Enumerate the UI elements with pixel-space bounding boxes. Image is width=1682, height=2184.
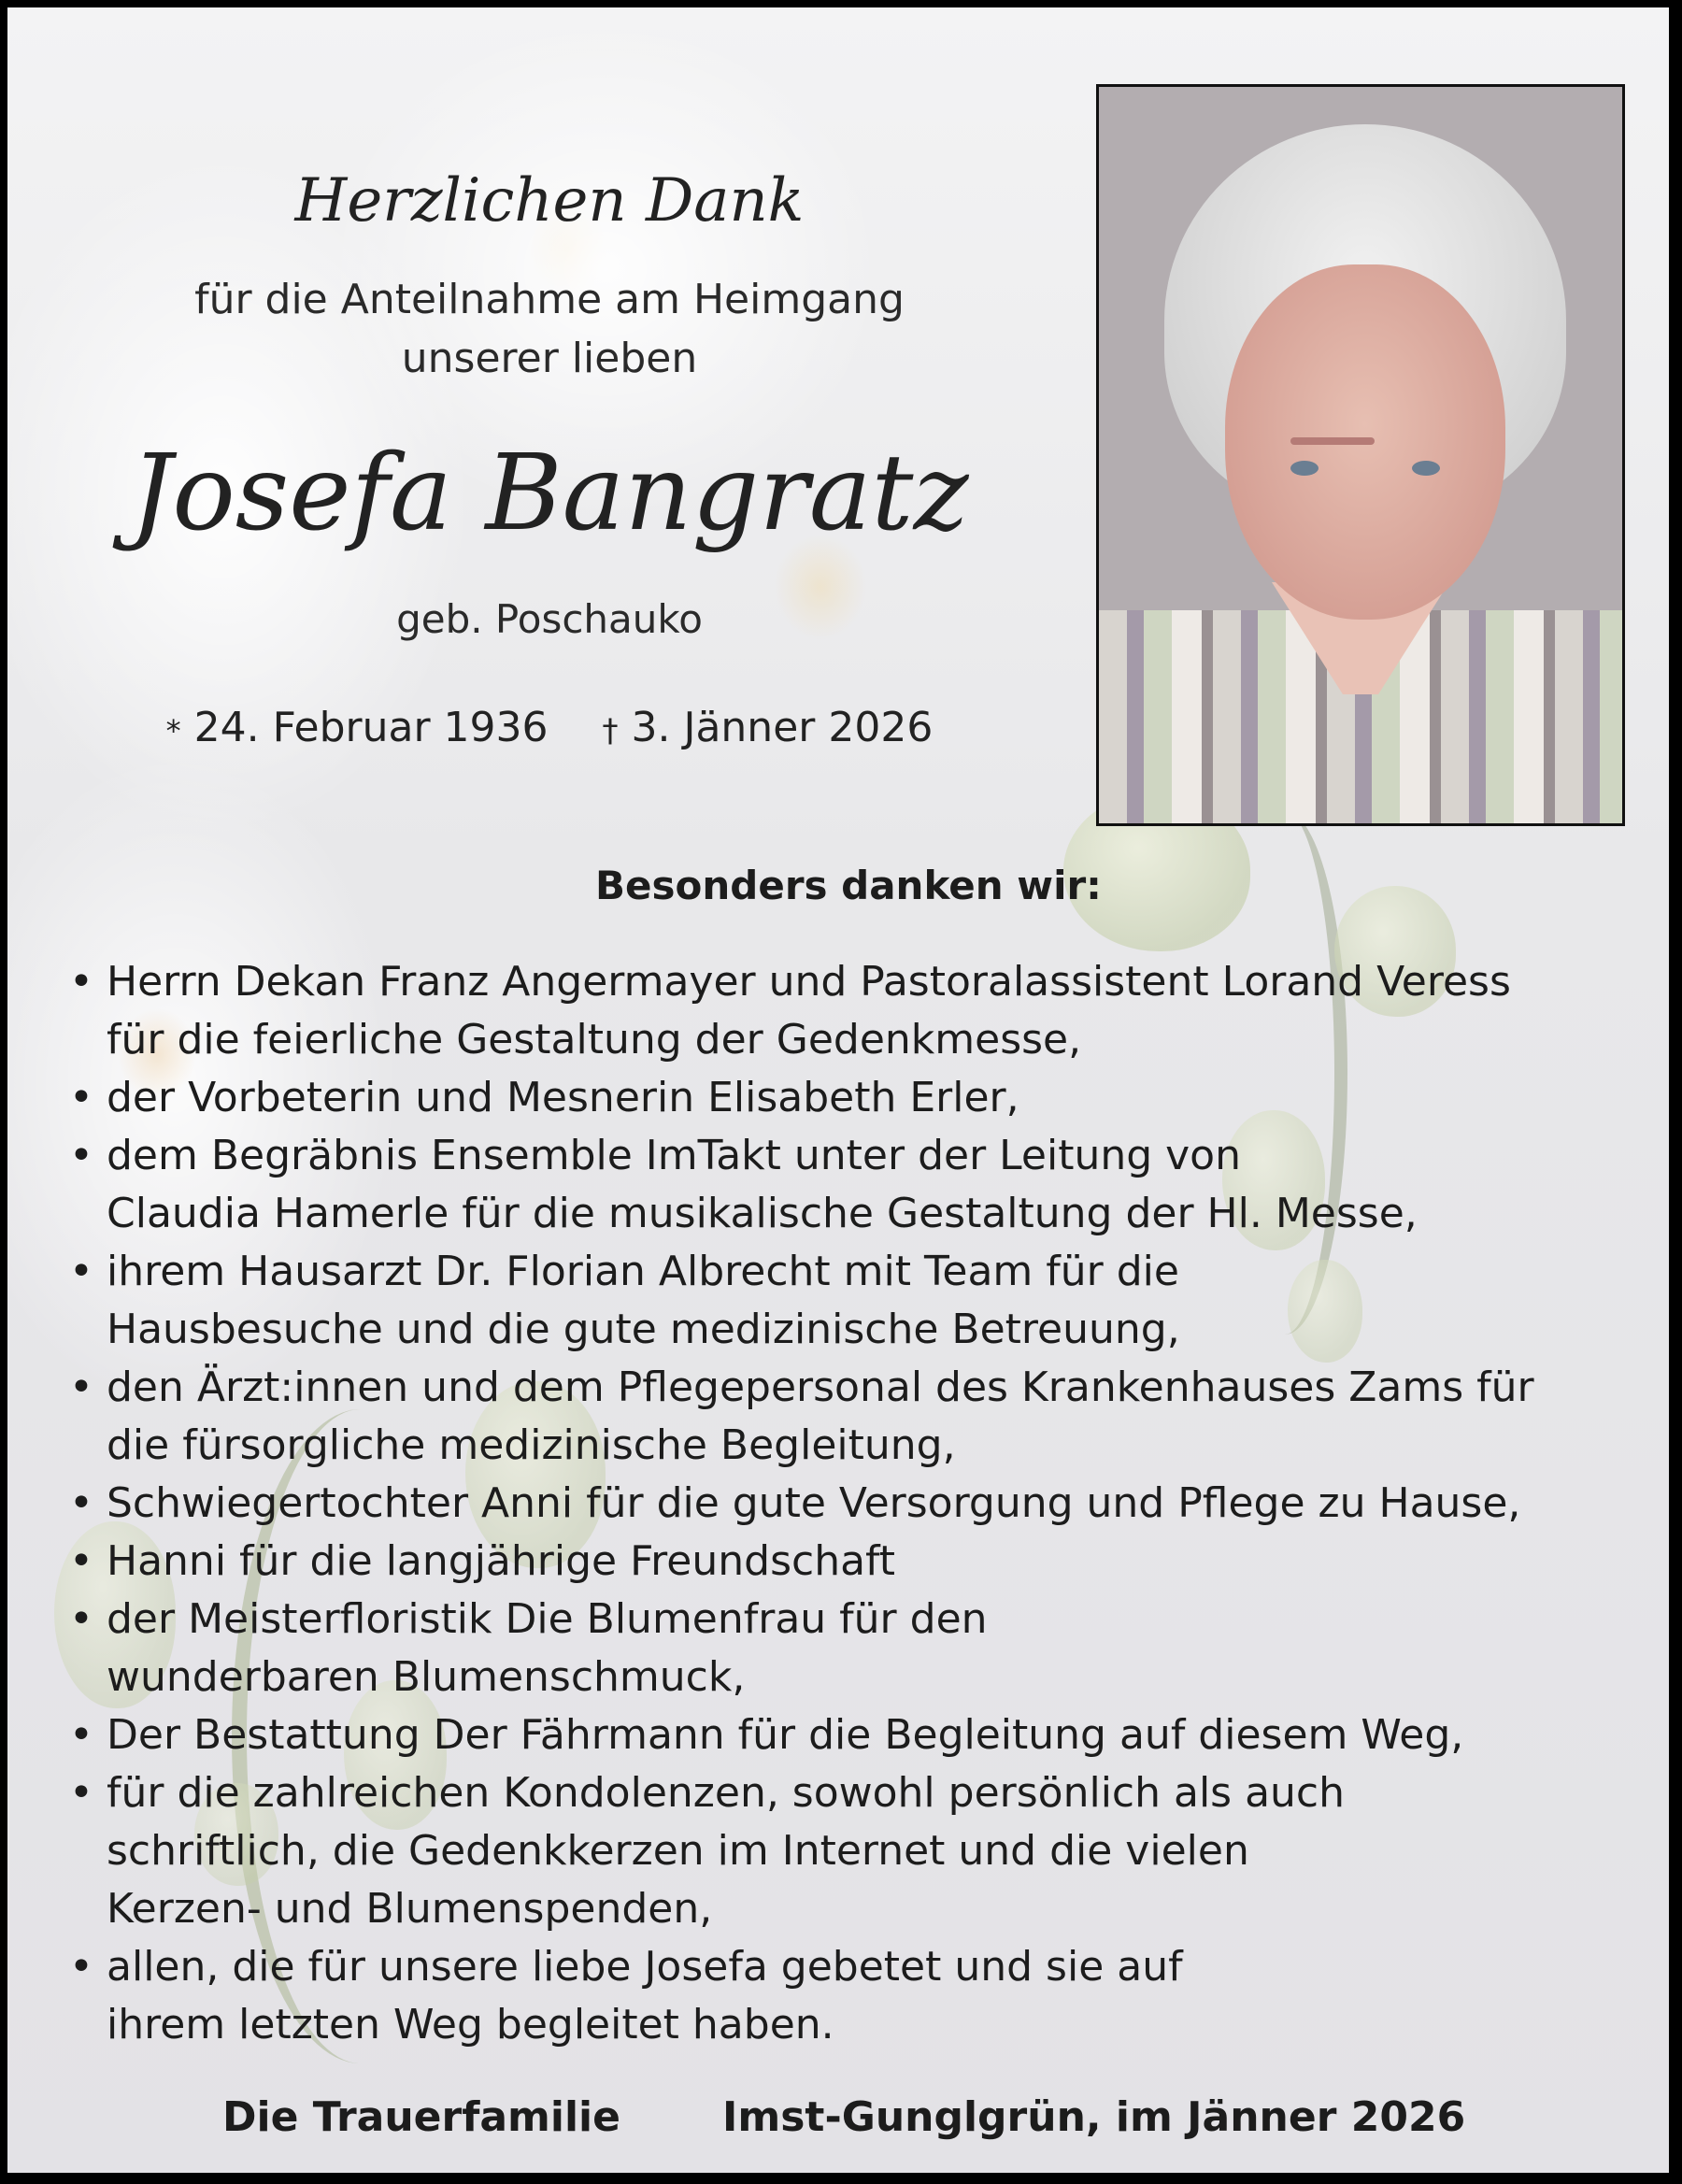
death-cross-icon: † — [602, 712, 619, 749]
list-item: • Hanni für die langjährige Freundschaft — [69, 1533, 1658, 1591]
list-item: • Herrn Dekan Franz Angermayer und Pastoralassistent Lorand Veress für die feierliche Gestaltung der Gedenkmesse, — [69, 953, 1658, 1069]
list-item: • der Meisterfloristik Die Blumenfrau für den wunderbaren Blumenschmuck, — [69, 1591, 1658, 1706]
place-date: Imst-Gunglgrün, im Jänner 2026 — [722, 2093, 1466, 2141]
list-item: • allen, die für unsere liebe Josefa gebetet und sie auf ihrem letzten Weg begleitet haben. — [69, 1938, 1658, 2054]
signature: Die Trauerfamilie — [222, 2093, 620, 2141]
deceased-name: Josefa Bangratz — [130, 433, 969, 554]
life-dates — [129, 704, 970, 751]
photo-eye — [1290, 461, 1319, 476]
death-date: 3. Jänner 2026 — [631, 704, 934, 751]
list-item: • ihrem Hausarzt Dr. Florian Albrecht mit Team für die Hausbesuche und die gute medizinische Betreuung, — [69, 1243, 1658, 1359]
thanks-list — [69, 953, 1658, 2054]
photo-mouth — [1290, 437, 1375, 445]
intro-line-2: unserer lieben — [401, 335, 698, 382]
birth-date: 24. Februar 1936 — [193, 704, 549, 751]
intro-line-1: für die Anteilnahme am Heimgang — [194, 276, 905, 323]
list-item: • dem Begräbnis Ensemble ImTakt unter der Leitung von Claudia Hamerle für die musikalische Gestaltung der Hl. Messe, — [69, 1127, 1658, 1243]
birth-star-icon: * — [165, 713, 181, 749]
list-item: • Der Bestattung Der Fährmann für die Begleitung auf diesem Weg, — [69, 1706, 1658, 1764]
photo-eye — [1412, 461, 1440, 476]
list-item: • den Ärzt:innen und dem Pflegepersonal des Krankenhauses Zams für die fürsorgliche medizinische Begleitung, — [69, 1359, 1658, 1475]
list-item: • der Vorbeterin und Mesnerin Elisabeth Erler, — [69, 1069, 1658, 1127]
greeting-heading: Herzlichen Dank — [294, 166, 805, 236]
thanks-heading: Besonders danken wir: — [595, 863, 1102, 908]
list-item: • Schwiegertochter Anni für die gute Versorgung und Pflege zu Hause, — [69, 1475, 1658, 1533]
maiden-name: geb. Poschauko — [396, 596, 703, 642]
portrait-photo — [1096, 84, 1625, 826]
thank-you-card — [7, 7, 1669, 2173]
list-item: • für die zahlreichen Kondolenzen, sowohl persönlich als auch schriftlich, die Gedenkkerzen im Internet und die vielen Kerzen- und Blumenspenden, — [69, 1764, 1658, 1938]
